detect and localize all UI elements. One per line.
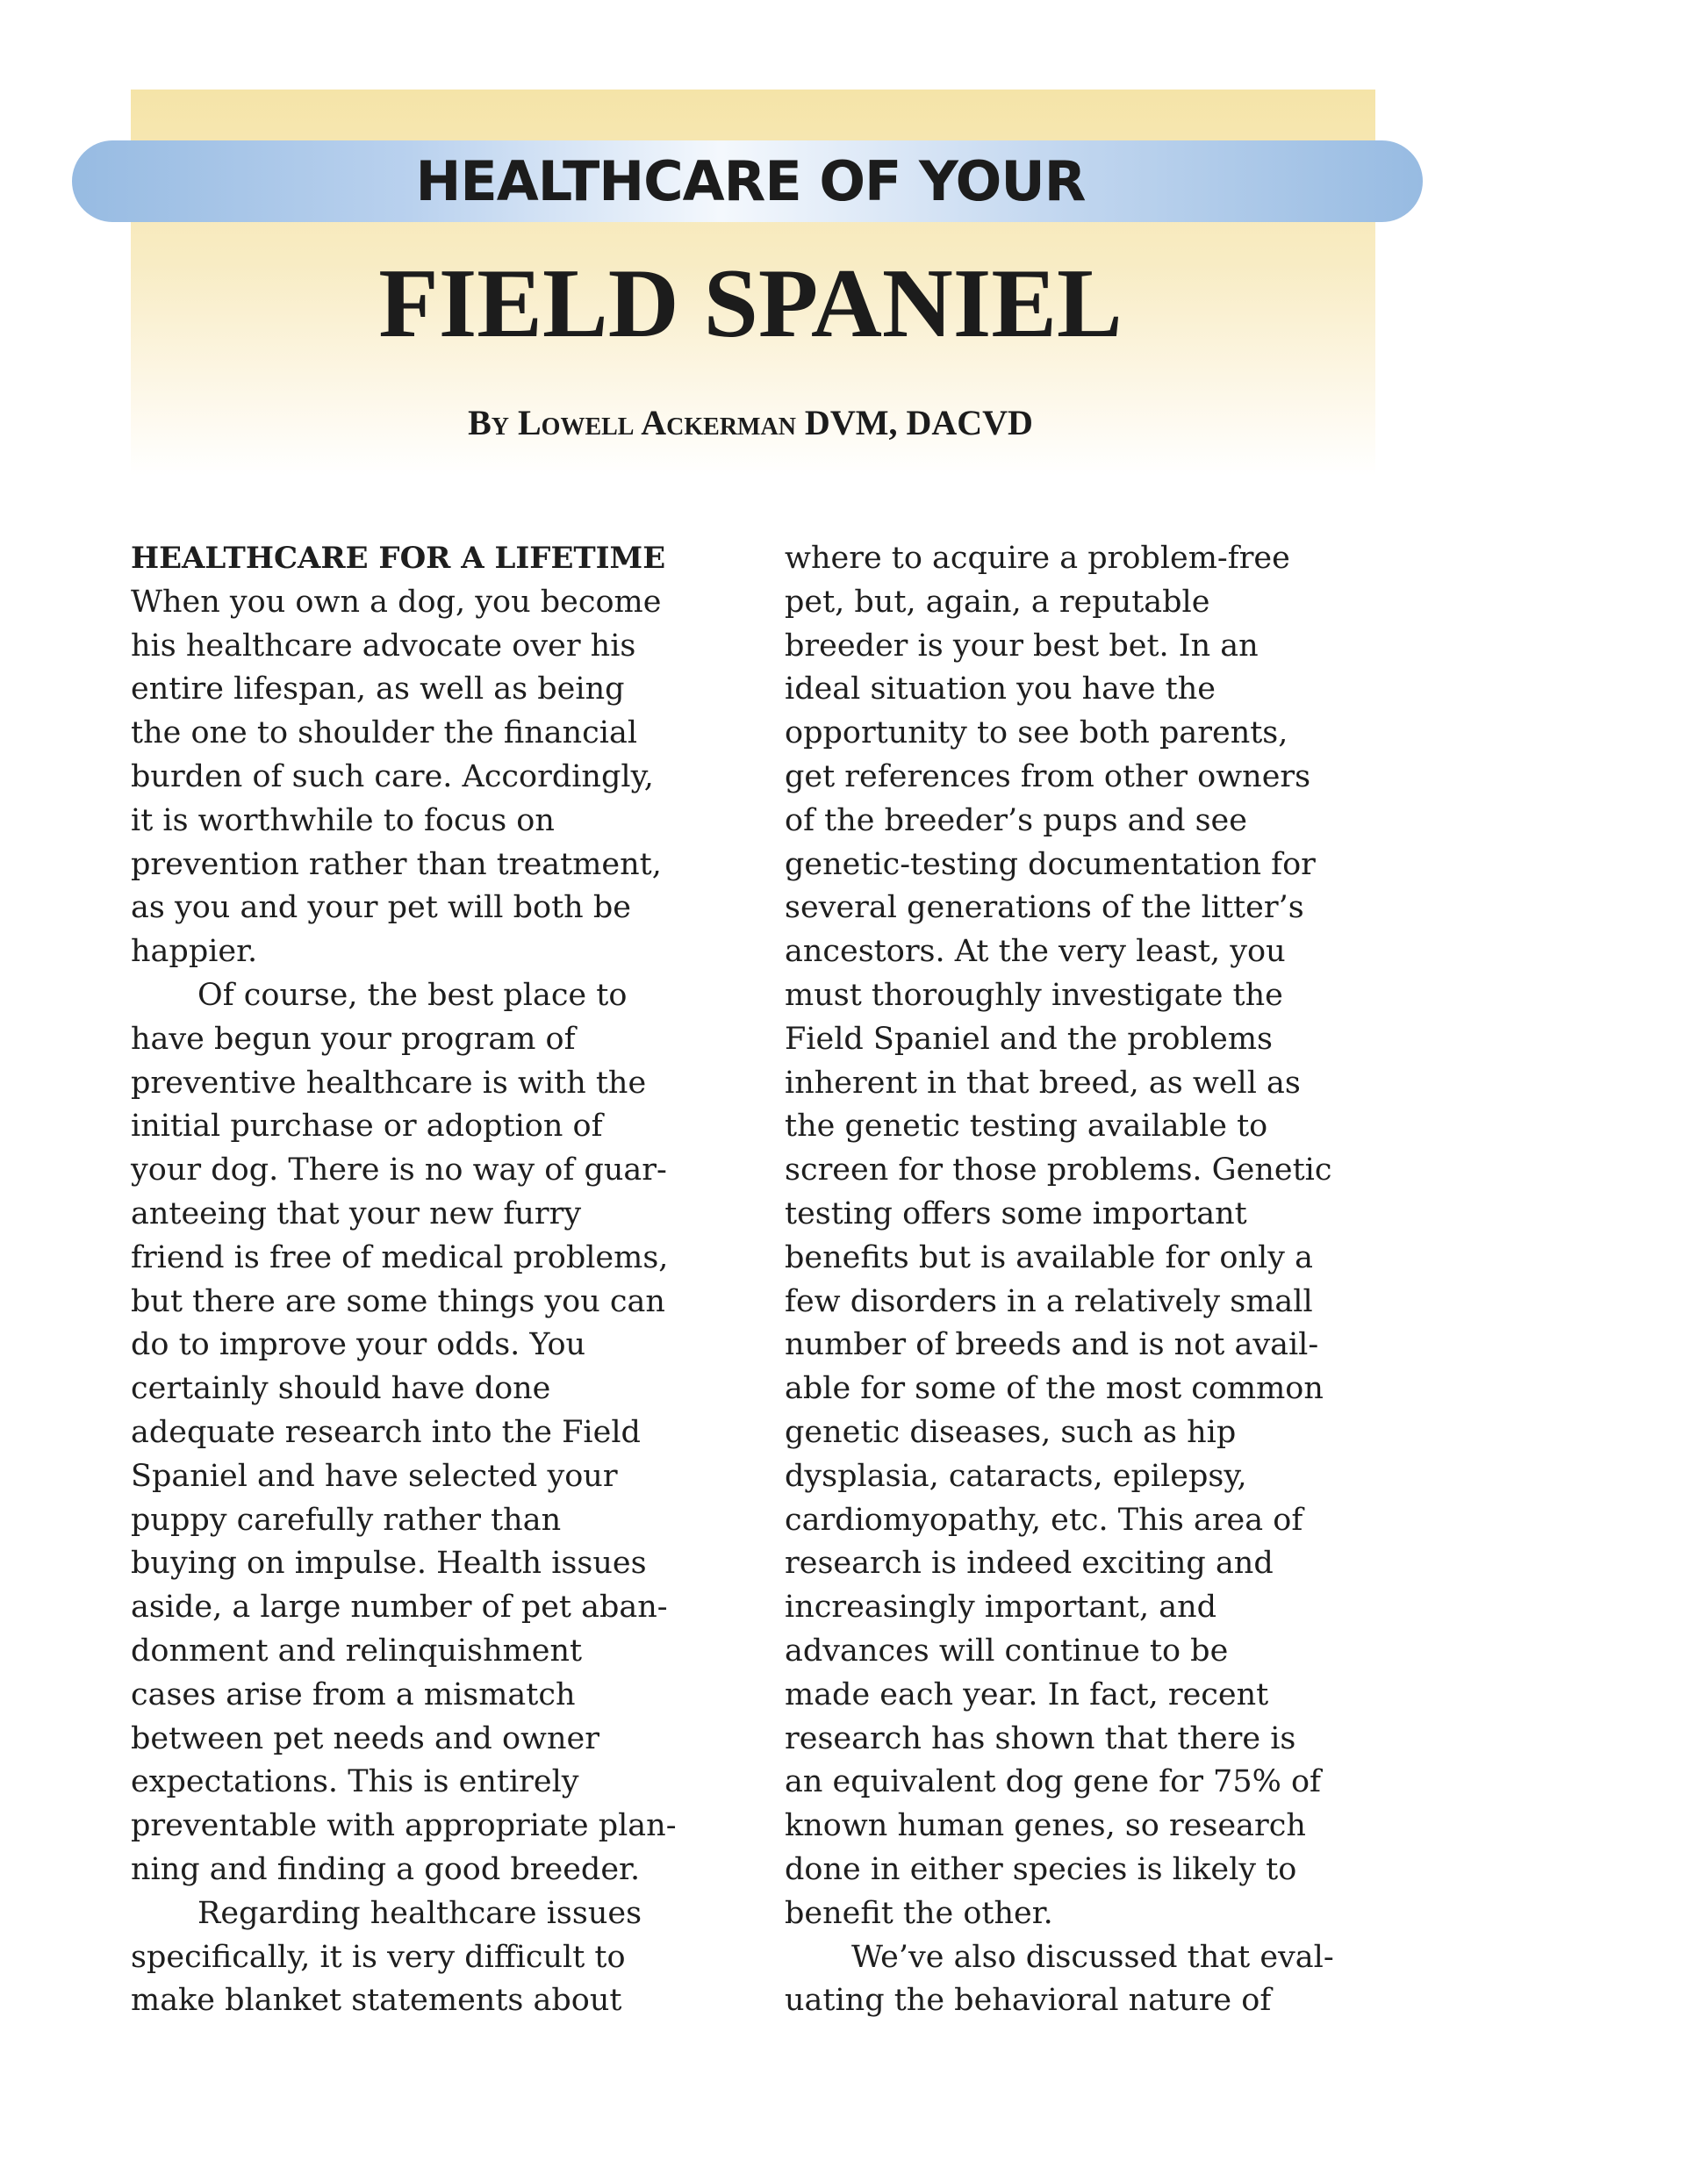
text-line: happier. <box>131 934 258 970</box>
text-line: made each year. In fact, recent <box>785 1676 1269 1712</box>
text-line: Regarding healthcare issues <box>197 1895 642 1931</box>
text-line: buying on impulse. Health issues <box>131 1546 647 1582</box>
text-line: preventable with appropriate plan- <box>131 1808 677 1844</box>
text-line: Of course, the best place to <box>197 977 628 1013</box>
text-line: donment and relinquishment <box>131 1633 583 1669</box>
text-line: preventive healthcare is with the <box>131 1065 647 1101</box>
text-line: specifically, it is very difficult to <box>131 1939 626 1975</box>
text-line: of the breeder’s pups and see <box>785 802 1247 838</box>
byline: By Lowell Ackerman DVM, DACVD <box>468 403 1033 442</box>
text-line: opportunity to see both parents, <box>785 715 1288 751</box>
text-line: do to improve your odds. You <box>131 1327 586 1363</box>
text-line: burden of such care. Accordingly, <box>131 758 654 794</box>
text-line: cardiomyopathy, etc. This area of <box>785 1502 1303 1538</box>
text-line: prevention rather than treatment, <box>131 846 662 882</box>
text-line: research has shown that there is <box>785 1720 1296 1756</box>
text-line: benefit the other. <box>785 1895 1053 1931</box>
text-line: ning and finding a good breeder. <box>131 1851 641 1887</box>
text-line: known human genes, so research <box>785 1808 1306 1844</box>
text-line: your dog. There is no way of guar- <box>131 1152 667 1188</box>
text-line: testing offers some important <box>785 1195 1247 1231</box>
text-line: breeder is your best bet. In an <box>785 628 1259 664</box>
text-line: where to acquire a problem-free <box>785 541 1290 576</box>
text-line: have begun your program of <box>131 1021 576 1057</box>
text-line: inherent in that breed, as well as <box>785 1065 1301 1101</box>
text-line: We’ve also discussed that eval- <box>851 1939 1334 1975</box>
section-heading: HEALTHCARE FOR A LIFETIME <box>131 541 666 576</box>
chapter-title: FIELD SPANIEL <box>378 249 1123 358</box>
text-line: his healthcare advocate over his <box>131 628 636 664</box>
text-line: few disorders in a relatively small <box>785 1283 1313 1319</box>
text-line: friend is free of medical problems, <box>131 1239 669 1275</box>
text-line: uating the behavioral nature of <box>785 1983 1272 2019</box>
text-line: advances will continue to be <box>785 1633 1229 1669</box>
text-line: ancestors. At the very least, you <box>785 934 1286 970</box>
text-line: but there are some things you can <box>131 1283 665 1319</box>
text-line: aside, a large number of pet aban- <box>131 1590 668 1626</box>
text-line: several generations of the litter’s <box>785 890 1304 926</box>
text-line: genetic-testing documentation for <box>785 846 1316 882</box>
text-line: get references from other owners <box>785 758 1311 794</box>
text-line: research is indeed exciting and <box>785 1546 1274 1582</box>
text-line: Field Spaniel and the problems <box>785 1021 1273 1057</box>
text-line: the one to shoulder the financial <box>131 715 638 751</box>
left-column <box>131 537 745 2023</box>
text-line: must thoroughly investigate the <box>785 977 1283 1013</box>
text-line: initial purchase or adoption of <box>131 1109 603 1145</box>
text-line: certainly should have done <box>131 1371 551 1407</box>
text-line: between pet needs and owner <box>131 1720 599 1756</box>
chapter-kicker: HEALTHCARE OF YOUR <box>415 149 1086 213</box>
text-line: increasingly important, and <box>785 1590 1217 1626</box>
text-line: anteeing that your new furry <box>131 1195 582 1231</box>
text-line: genetic diseases, such as hip <box>785 1414 1237 1450</box>
text-line: able for some of the most common <box>785 1371 1324 1407</box>
text-line: it is worthwhile to focus on <box>131 802 555 838</box>
text-line: an equivalent dog gene for 75% of <box>785 1764 1321 1800</box>
text-line: benefits but is available for only a <box>785 1239 1313 1275</box>
text-line: done in either species is likely to <box>785 1851 1297 1887</box>
text-line: Spaniel and have selected your <box>131 1458 618 1494</box>
text-line: adequate research into the Field <box>131 1414 641 1450</box>
text-line: puppy carefully rather than <box>131 1502 562 1538</box>
text-line: dysplasia, cataracts, epilepsy, <box>785 1458 1247 1494</box>
text-line: pet, but, again, a reputable <box>785 584 1210 620</box>
text-line: number of breeds and is not avail- <box>785 1327 1319 1363</box>
right-column <box>785 537 1399 2023</box>
text-line: make blanket statements about <box>131 1983 622 2019</box>
text-line: ideal situation you have the <box>785 671 1216 707</box>
text-line: as you and your pet will both be <box>131 890 631 926</box>
text-line: expectations. This is entirely <box>131 1764 579 1800</box>
text-line: the genetic testing available to <box>785 1109 1268 1145</box>
text-line: screen for those problems. Genetic <box>785 1152 1332 1188</box>
text-line: cases arise from a mismatch <box>131 1676 576 1712</box>
text-line: When you own a dog, you become <box>131 584 662 620</box>
text-line: entire lifespan, as well as being <box>131 671 625 707</box>
